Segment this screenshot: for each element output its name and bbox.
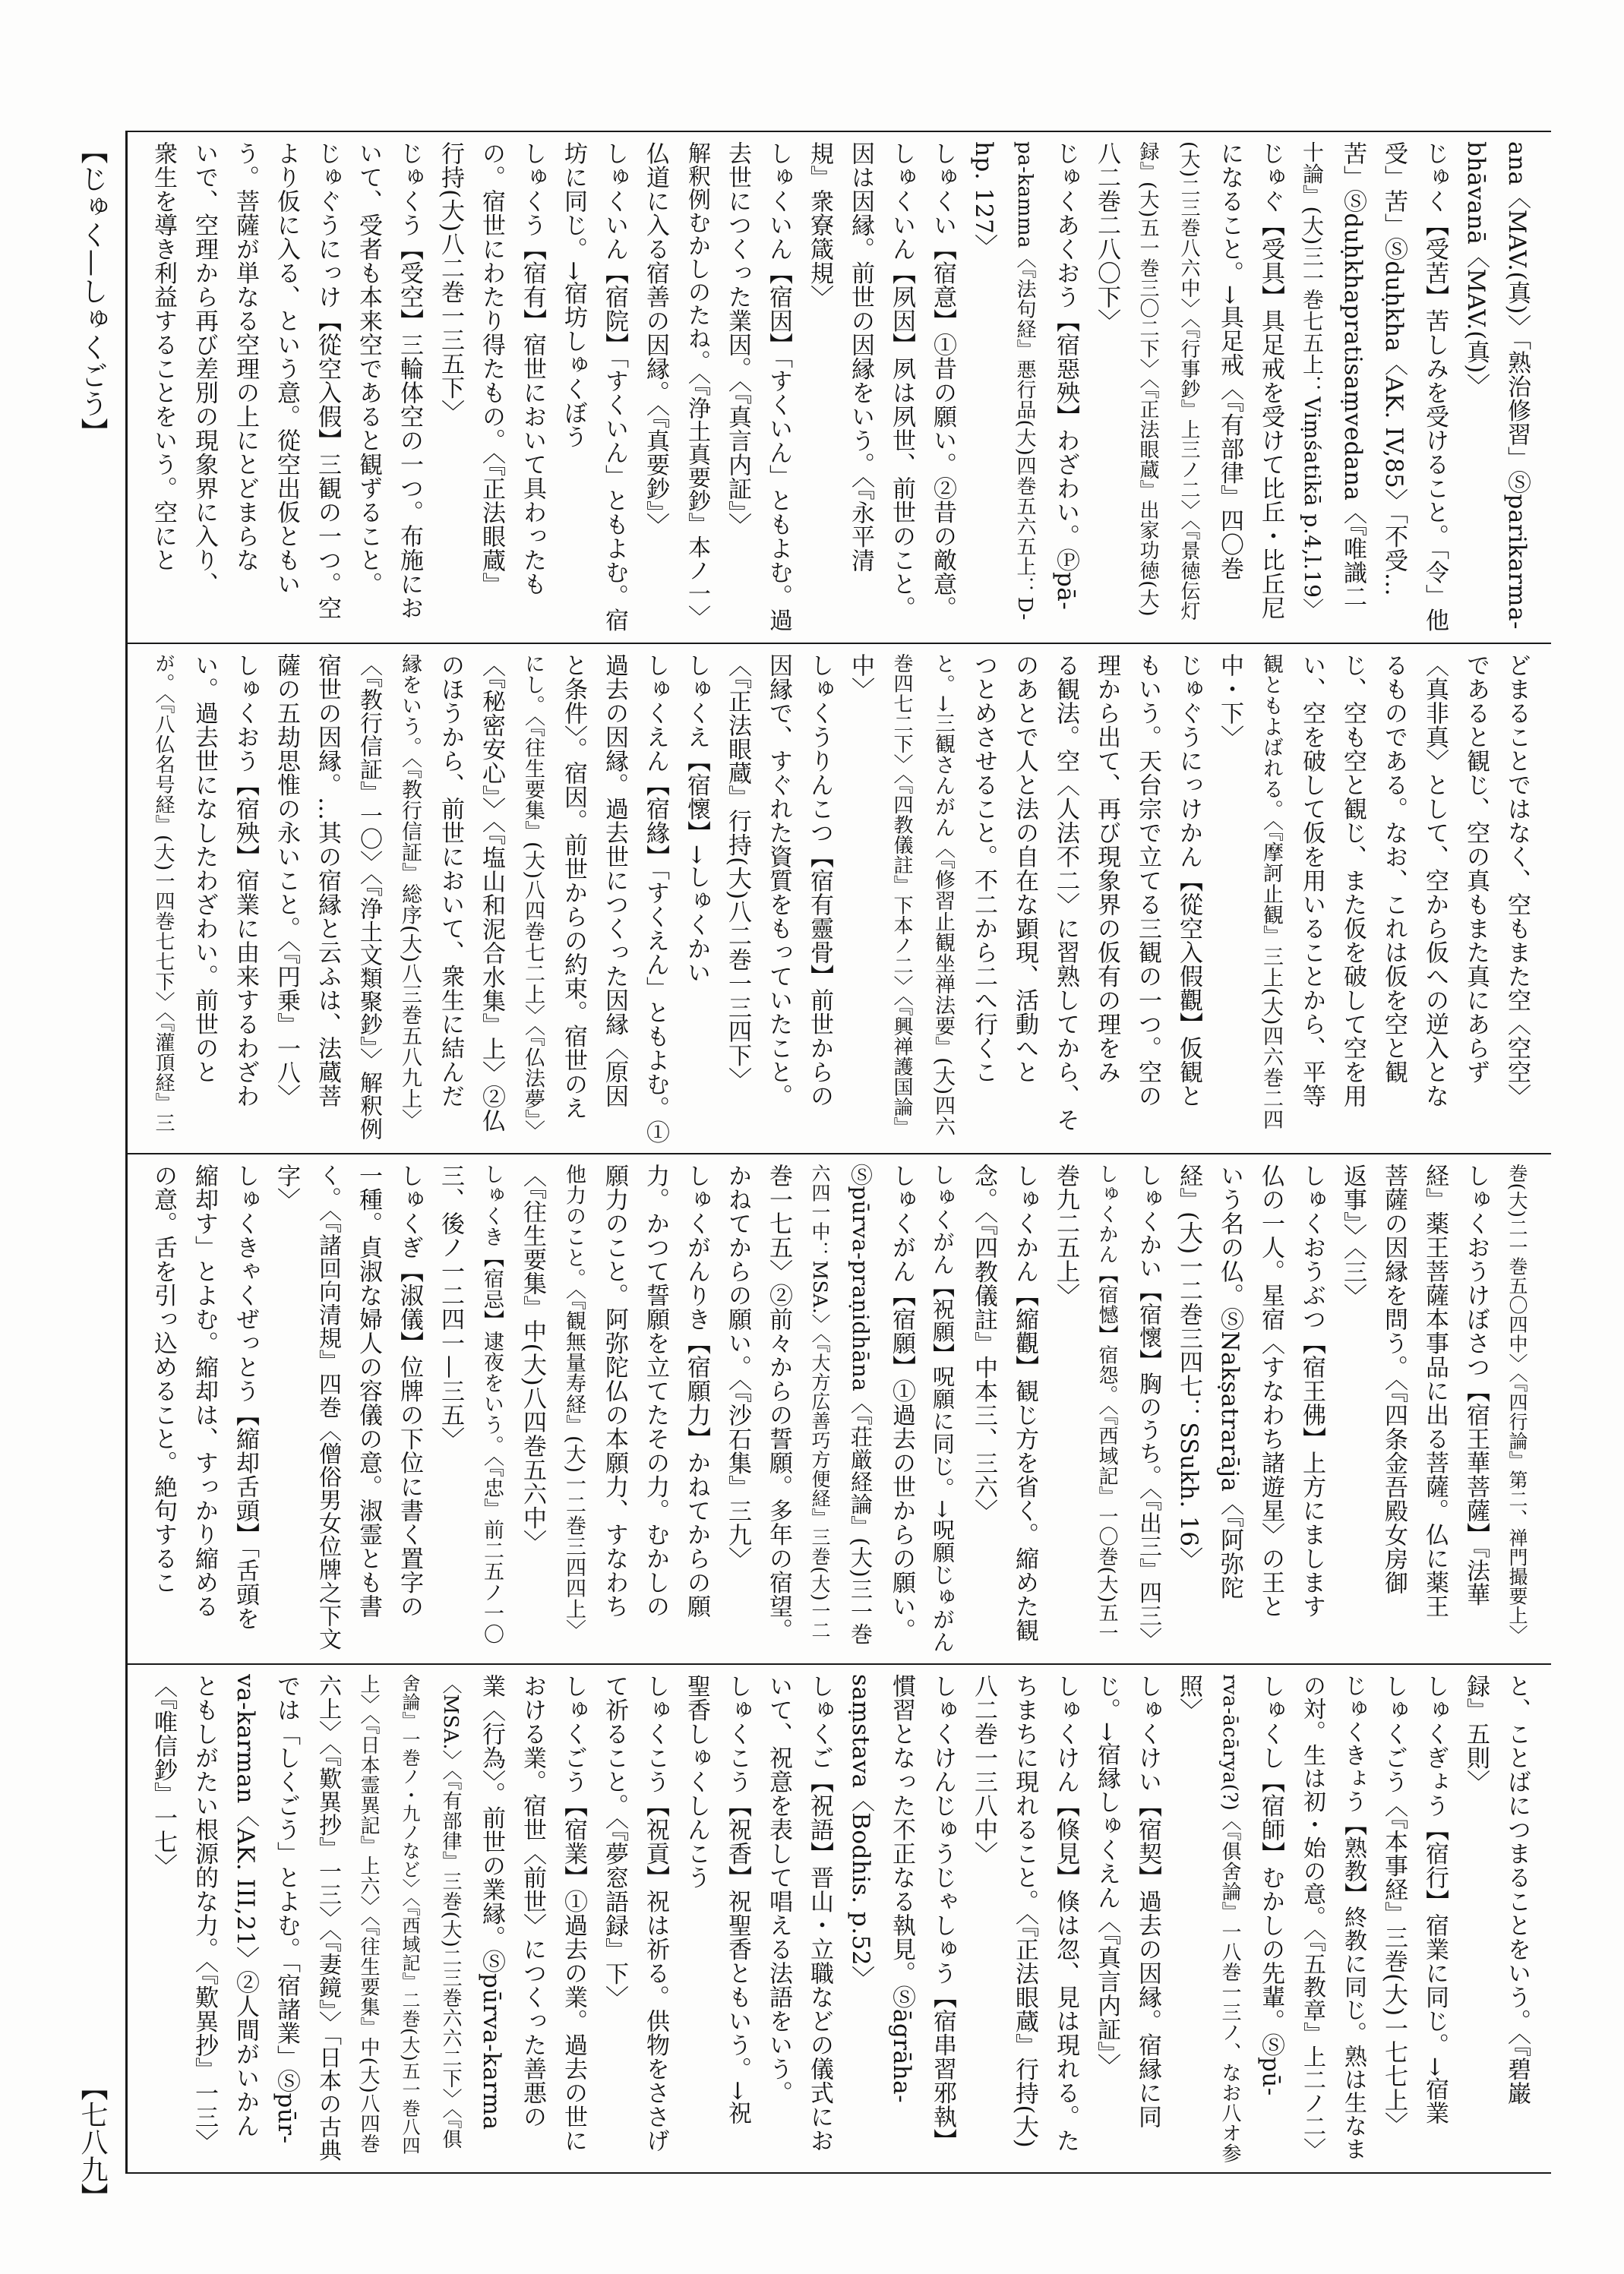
text-column: どまることではなく、空もまた空〈空空〉 — [1503, 653, 1531, 1108]
text-column: 念。〈『四教儀註』中本三、三六〉 — [970, 1164, 997, 1523]
text-column: 字〉 — [273, 1164, 300, 1211]
text-column: しゅくえ【宿懷】→しゅくかい — [683, 653, 710, 984]
text-column: 苦」Ⓢduḥkhapratisaṃvedana〈『唯識二 — [1339, 141, 1366, 609]
text-column: saṃstava〈Bodhis. p.52〉 — [847, 1674, 874, 1990]
text-column: 録』(大)五一巻三〇二下〉〈『正法眼蔵』出家功徳(大) — [1136, 141, 1159, 617]
text-column: ちまちに現れること。〈『正法眼蔵』行持(大) — [1011, 1674, 1038, 2149]
text-column: 上〉〈『日本霊異記』上六〉〈『往生要集』中(大)八四巻 — [357, 1674, 380, 2154]
text-column: じゅく【受苦】苦しみを受けること。「令」他 — [1421, 141, 1449, 632]
text-column: しゅくご【祝語】晋山・立職などの儀式にお — [806, 1674, 833, 2152]
text-column: しゅくがん【宿願】①過去の世からの願い。 — [888, 1164, 915, 1642]
text-column: しゅくかん【宿憾】宿怨。〈『西域記』一〇巻(大)五一 — [1095, 1164, 1118, 1644]
text-column: おける業。宿世〈前世〉につくった善悪の — [519, 1674, 546, 2129]
text-column: 十論』(大)三一巻七五上：Viṃśatikā p.4,l.19〉 — [1300, 141, 1325, 620]
text-column: と条件〉。宿因。前世からの約束。宿世のえ — [560, 653, 587, 1120]
text-column: しゅくぎ【淑儀】位牌の下位に書く置字の — [396, 1164, 423, 1619]
text-column: 経』薬王菩薩本事品に出る菩薩。仏に薬王 — [1421, 1164, 1449, 1619]
text-column: 照〉 — [1175, 1674, 1202, 1722]
text-column: 行持(大)八二巻一三五下〉 — [437, 141, 464, 424]
text-column: 録』五則〉 — [1462, 1674, 1490, 1794]
text-column: じ。→宿縁しゅくえん〈『真言内証』〉 — [1093, 1674, 1120, 2077]
tier-4 — [128, 1663, 1551, 2174]
text-column: 観ともよばれる。〈『摩訶止観』三上(大)四六巻二四 — [1259, 653, 1283, 1130]
text-column: しゅくごう【宿業】①過去の業。過去の世に — [560, 1674, 587, 2152]
text-column: つとめさせること。不二から二へ行くこ — [970, 653, 997, 1084]
page-frame — [125, 131, 1551, 2174]
text-column: しゅくいん【夙因】夙は夙世、前世のこと。 — [888, 141, 915, 620]
text-column: しゅくし【宿師】むかしの先輩。Ⓢpū- — [1257, 1674, 1284, 2096]
text-column: 巻一七五〉②前々からの誓願。多年の宿望。 — [765, 1164, 792, 1642]
text-column: いで、空理から再び差別の現象界に入り、 — [191, 141, 218, 596]
text-column: しゅくうりんこつ【宿有靈骨】前世からの — [806, 653, 833, 1108]
text-column: しゅくかい【宿懷】胸のうち。〈『出三』四三〉 — [1135, 1164, 1161, 1650]
text-column: じゅくきょう【熟教】終教に同じ。熟は生なま — [1340, 1674, 1366, 2161]
text-column: しゅくけい【宿契】過去の因縁。宿縁に同 — [1134, 1674, 1161, 2129]
text-column: もいう。天台宗で立てる三観の一つ。空の — [1134, 653, 1161, 1108]
text-column: 〈MSA.〉〈『有部律』三巻(大)二三巻六六二下〉〈『俱 — [439, 1674, 462, 2149]
text-column: しゅくがん【祝願】呪願に同じ。→呪願じゅがん — [930, 1164, 956, 1653]
text-column: じゅぐうにっけ【從空入假】三観の一つ。空 — [314, 141, 341, 620]
text-column: 坊に同じ。→宿坊しゅくぼう — [560, 141, 587, 449]
text-column: 因は因縁。前世の因縁をいう。〈『永平清 — [847, 141, 874, 573]
text-column: るものである。なお、これは仮を空と観 — [1380, 653, 1408, 1084]
text-column: 返事』〉〈三〉 — [1339, 1164, 1366, 1308]
text-column: しゅくえん【宿緣】「すくえん」ともよむ。① — [642, 653, 669, 1144]
text-column: 八二巻二八〇下〉 — [1093, 141, 1120, 333]
text-column: しゅくがんりき【宿願力】かねてからの願 — [683, 1164, 710, 1619]
text-column: 一種。貞淑な婦人の容儀の意。淑霊とも書 — [355, 1164, 382, 1619]
text-column: Ⓢpūrva-praṇidhāna〈『荘厳経論』(大)三一巻 — [848, 1164, 874, 1645]
text-column: 縮却す」とよむ。縮却は、すっかり縮める — [191, 1164, 218, 1619]
text-column: しゅくきゃくぜっとう【縮却舌頭】「舌頭を — [232, 1164, 259, 1631]
text-column: 願力のこと。阿弥陀仏の本願力、すなわち — [601, 1164, 628, 1619]
running-head: 【じゅく—しゅくごう】 — [77, 137, 108, 446]
tier-2 — [128, 643, 1551, 1153]
text-column: しゅくけん【倏見】倏は忽、見は現れる。た — [1052, 1674, 1079, 2152]
text-column: しゅくこう【祝貢】祝は祈る。供物をささげ — [642, 1674, 669, 2152]
text-column: いて、祝意を表して唱える法語をいう。 — [765, 1674, 792, 2105]
text-column: 〈『秘密安心』〉〈『塩山和泥合水集』上〉②仏 — [478, 653, 505, 1132]
text-column: る観法。空〈人法不二〉に習熟してから、そ — [1052, 653, 1079, 1132]
text-column: 巻(大)二一巻五〇四中〉〈『四行論』第二、禅門撮要上〉 — [1506, 1164, 1528, 1645]
text-column: のほうから、前世において、衆生に結んだ — [437, 653, 464, 1108]
text-column: しゅくごう〈『本事経』三巻(大)一七七上〉 — [1380, 1674, 1408, 2137]
text-column: 経』(大)一二巻三四七：SSukh. 16〉 — [1175, 1164, 1202, 1571]
tier-3 — [128, 1153, 1551, 1663]
text-column: しゅくぎょう【宿行】宿業に同じ。→宿業 — [1421, 1674, 1449, 2125]
text-column: しゅくかん【縮觀】観じ方を省く。縮めた観 — [1011, 1164, 1038, 1642]
text-column: 中・下〉 — [1216, 653, 1243, 749]
text-column: 〈『正法眼蔵』行持(大)八二巻一三四下〉 — [724, 653, 751, 1091]
text-column: 受」苦」Ⓢduḥkha〈AK. IV,85〉「不受… — [1380, 141, 1408, 597]
text-column: じゅくあくおう【宿惡殃】わざわい。Ⓟpā- — [1052, 141, 1079, 611]
text-column: じゅぐうにっけかん【從空入假觀】仮観と — [1175, 653, 1202, 1108]
text-column: かねてからの願い。〈『沙石集』三九〉 — [724, 1164, 751, 1571]
text-column: しゅくこう【祝香】祝聖香ともいう。→祝 — [724, 1674, 751, 2125]
text-column: じゅくう【受空】三輪体空の一つ。布施にお — [396, 141, 423, 620]
text-column: じ、空も空と観じ、また仮を破して空を用 — [1339, 653, 1366, 1108]
text-column: 縁をいう。〈『教行信証』総序(大)八三巻五八九上〉 — [398, 653, 422, 1130]
text-column: いう名の仏。ⓈNakṣatrarāja〈『阿弥陀 — [1216, 1164, 1243, 1600]
text-column: の。宿世にわたり得たもの。〈『正法眼蔵』 — [478, 141, 505, 596]
text-column: rva-ācārya(?)〈『俱舍論』一八巻一三ノ、なお八オ参 — [1218, 1674, 1241, 2164]
text-column: 巻九二五上〉 — [1052, 1164, 1079, 1307]
text-column: しゅくう【宿有】宿世において具わったも — [519, 141, 546, 596]
text-column: い。過去世になしたわざわい。前世のと — [191, 653, 218, 1084]
text-column: しゅくおう【宿殃】宿業に由来するわざわ — [232, 653, 259, 1108]
text-column: 規』衆寮箴規〉 — [806, 141, 833, 309]
text-column: 巻四七二下〉〈『四教儀註』下本ノ二〉〈『興禅護国論』 — [890, 653, 913, 1137]
text-column: しゅくい【宿意】①昔の願い。②昔の敵意。 — [929, 141, 956, 620]
text-column: pa-kamma〈『法句経』悪行品(大)四巻五六五上：D- — [1013, 141, 1036, 621]
text-column: 〈『教行信証』一〇〉〈『浄土文類聚鈔』〉解釈例 — [355, 653, 382, 1141]
text-column: と、ことばにつまることをいう。〈『碧巌 — [1503, 1674, 1531, 2105]
text-column: 慣習となった不正なる執見。Ⓢāgrāha- — [888, 1674, 915, 2104]
text-column: になること。→具足戒〈『有部律』四〇巻 — [1216, 141, 1243, 580]
text-column: hp. 127〉 — [970, 141, 997, 258]
text-column: より仮に入る、という意。從空出仮ともい — [273, 141, 300, 596]
text-column: 聖香しゅくしんこう — [683, 1674, 710, 1890]
text-column: 舍論』一巻ノ・九ノなど〉〈『西域記』二巻(大)五一巻八四 — [399, 1674, 420, 2155]
text-column: ともしがたい根源的な力。〈『歎異抄』一三〉 — [191, 1674, 218, 2153]
text-column: 宿世の因縁。…其の宿縁と云ふは、法蔵菩 — [314, 653, 341, 1108]
text-column: のあとで人と法の自在な顕現、活動へと — [1011, 653, 1038, 1084]
tier-1 — [128, 132, 1551, 643]
text-column: の対。生は初・始の意。〈『五教章』上二ノ二〉 — [1299, 1674, 1325, 2161]
text-column: 仏の一人。星宿〈すなわち諸遊星〉の王と — [1257, 1164, 1284, 1619]
text-column: の意。舌を引っ込めること。絶句するこ — [150, 1164, 177, 1594]
text-column: 八二巻一三八中〉 — [970, 1674, 997, 1865]
text-column: 過去の因縁。過去世につくった因縁〈原因 — [601, 653, 628, 1108]
text-column: 解釈例むかしのたね。〈『浄土真要鈔』本ノ一〉 — [684, 141, 710, 628]
text-column: (大)二三巻八六中〉〈『行事鈔』上三ノ二〉〈『景徳伝灯 — [1177, 141, 1200, 621]
text-column: しゅくおうけぼさつ【宿王華菩薩】『法華 — [1462, 1164, 1490, 1606]
text-column: て祈ること。〈『夢窓語録』下〉 — [601, 1674, 628, 2010]
text-column: いて、受者も本来空であると観ずること。 — [355, 141, 382, 596]
text-column: う。菩薩が単なる空理の上にとどまらな — [232, 141, 259, 572]
text-column: 衆生を導き利益することをいう。空にと — [150, 141, 177, 572]
text-column: じゅぐ【受具】具足戒を受けて比丘・比丘尼 — [1257, 141, 1284, 620]
text-column: 中〉 — [847, 653, 874, 701]
text-column: 去世につくった業因。〈『真言内証』〉 — [724, 141, 751, 537]
text-column: が。〈『八仏名号経』(大)一四巻七七下〉〈『灌頂経』三 — [152, 653, 175, 1133]
text-column: く。〈『諸回向清規』四巻〈僧俗男女位牌之下文 — [314, 1164, 341, 1650]
text-column: 三、後ノ一二四一—三五〉 — [437, 1164, 464, 1451]
text-column: ana〈MAV.(真)〉「熟治修習」Ⓢparikarma- — [1503, 141, 1531, 630]
text-column: と。→三観さんがん〈『修習止観坐禅法要』(大)四六 — [931, 653, 955, 1137]
text-column: bhāvanā〈MAV.(真)〉 — [1462, 141, 1490, 398]
text-column: 六上〉〈『歎異抄』一三〉〈『妻鏡』〉「日本の古典 — [314, 1674, 341, 2162]
text-column: い、空を破して仮を用いることから、平等 — [1298, 653, 1325, 1108]
text-column: 〈『往生要集』中(大)八四巻五六中〉 — [519, 1164, 546, 1554]
text-column: しゅくけんじゅうじゃしゅう【宿串習邪執】 — [929, 1674, 956, 2152]
text-column: 因縁で、すぐれた資質をもっていたこと。 — [765, 653, 792, 1108]
text-column: 薩の五劫思惟の永いこと。〈『円乗』一八〉 — [273, 653, 300, 1108]
text-column: 他力のこと。〈『観無量寿経』(大)一二巻三四四上〉 — [562, 1164, 586, 1641]
text-column: しゅくいん【宿因】「すくいん」ともよむ。過 — [765, 141, 792, 632]
page-number: 【七八九】 — [77, 2073, 108, 2210]
text-column: 六四一中：MSA.〉〈『大方広善巧方便経』三巻(大)一二 — [809, 1164, 831, 1641]
text-column: 菩薩の因縁を問う。〈『四条金吾殿女房御 — [1380, 1164, 1408, 1595]
text-column: va-karman〈AK. III,21〉②人間がいかん — [232, 1674, 259, 2138]
text-column: しゅくいん【宿院】「すくいん」ともよむ。宿 — [601, 141, 628, 632]
text-column: にし。〈『往生要集』(大)八四巻七二上〉〈『仏法夢』〉 — [521, 653, 545, 1142]
text-column: 仏道に入る宿善の因縁。〈『真要鈔』〉 — [642, 141, 669, 537]
text-column: 〈『唯信鈔』一七〉 — [150, 1674, 177, 1878]
text-column: 理から出て、再び現象界の仮有の理をみ — [1093, 653, 1120, 1084]
text-column: 業〈行為〉。前世の業縁。Ⓢpūrva-karma — [478, 1674, 505, 2130]
text-column: 力。かつて誓願を立てたその力。むかしの — [642, 1164, 669, 1619]
text-column: 〈真非真〉として、空から仮への逆入とな — [1421, 653, 1449, 1108]
text-column: では「しくごう」とよむ。「宿諸業」Ⓢpūr- — [273, 1674, 300, 2144]
text-column: しゅくおうぶつ【宿王佛】上方にまします — [1298, 1164, 1325, 1619]
text-column: であると観じ、空の真もまた真にあらず — [1462, 653, 1490, 1084]
text-column: しゅくき【宿忌】逮夜をいう。〈『忠』前二五ノ一〇 — [480, 1164, 504, 1644]
